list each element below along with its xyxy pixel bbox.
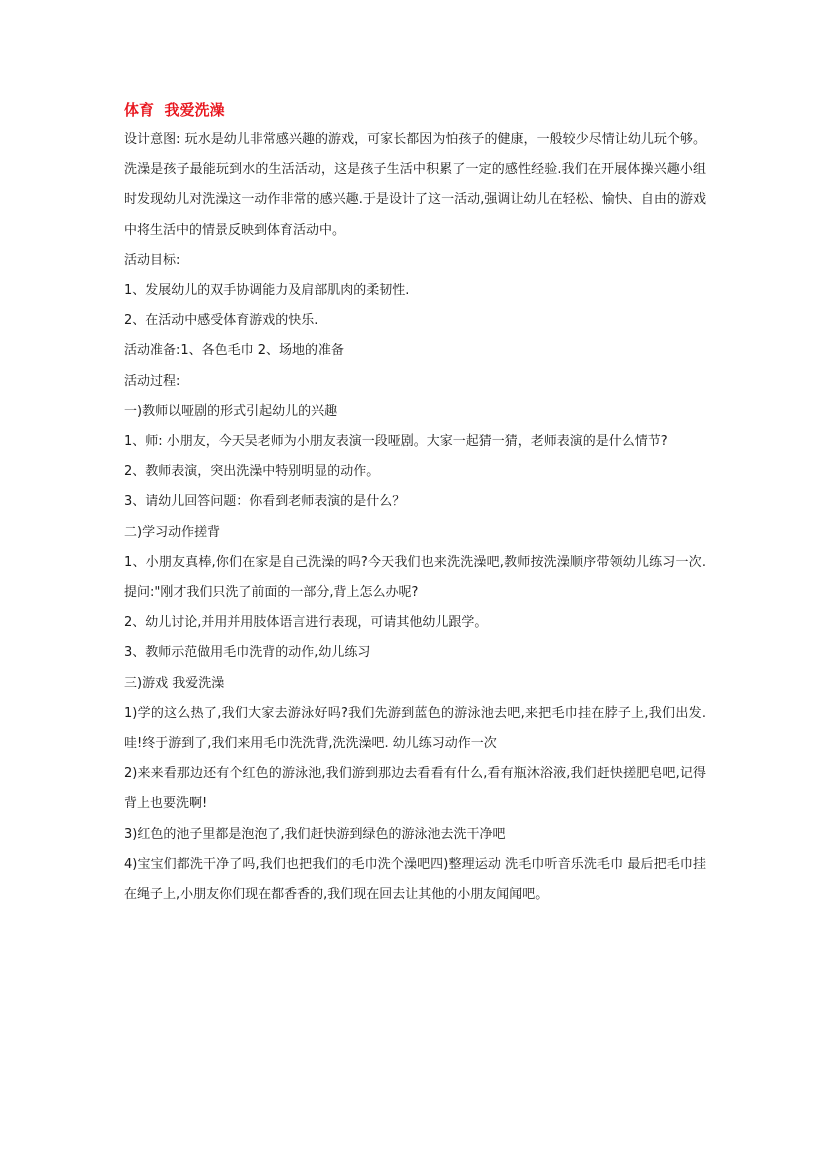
paragraph-goal-2: 2、在活动中感受体育游戏的快乐. [124, 313, 319, 329]
paragraph-section-2-step-1: 1、小朋友真棒,你们在家是自己洗澡的吗?今天我们也来洗洗澡吧,教师按洗澡顺序带领幼儿练习一次.提问:"刚才我们只洗了前面的一部分,背上怎么办呢? [124, 554, 706, 601]
document-title: 体育 我爱洗澡 [124, 101, 225, 119]
document-page [124, 100, 706, 910]
paragraph-section-2-step-3: 3、教师示范做用毛巾洗背的动作,幼儿练习 [124, 645, 371, 661]
paragraph-section-3-heading: 三)游戏 我爱洗澡 [124, 675, 225, 691]
paragraph-section-2-heading: 二)学习动作搓背 [124, 524, 221, 540]
paragraph-section-1-heading: 一)教师以哑剧的形式引起幼儿的兴趣 [124, 403, 338, 419]
paragraph-section-3-step-1: 1)学的这么热了,我们大家去游泳好吗?我们先游到蓝色的游泳池去吧,来把毛巾挂在脖子上,我们出发.哇!终于游到了,我们来用毛巾洗洗背,洗洗澡吧. 幼儿练习动作一次 [124, 705, 706, 752]
paragraph-preparation: 活动准备:1、各色毛巾 2、场地的准备 [124, 343, 345, 359]
paragraph-design-intent: 设计意图: 玩水是幼儿非常感兴趣的游戏，可家长都因为怕孩子的健康，一般较少尽情让幼儿玩个够。洗澡是孩子最能玩到水的生活活动，这是孩子生活中积累了一定的感性经验.我们在开展体操兴趣小组时发现幼儿对洗澡这一动作非常的感兴趣.于是设计了这一活动,强调让幼儿在轻松、愉快、自由的游戏中将生活中的情景反映到体育活动中。 [124, 132, 706, 238]
paragraph-goal-1: 1、发展幼儿的双手协调能力及肩部肌肉的柔韧性. [124, 283, 410, 299]
paragraph-goals-heading: 活动目标: [124, 252, 181, 268]
paragraph-section-3-step-3: 3)红色的池子里都是泡泡了,我们赶快游到绿色的游泳池去洗干净吧 [124, 826, 506, 842]
paragraph-section-1-step-2: 2、教师表演，突出洗澡中特别明显的动作。 [124, 464, 380, 480]
paragraph-process-heading: 活动过程: [124, 373, 181, 389]
paragraph-section-1-step-1: 1、师: 小朋友，今天吴老师为小朋友表演一段哑剧。大家一起猜一猜，老师表演的是什么情节? [124, 434, 668, 450]
paragraph-section-3-step-4: 4)宝宝们都洗干净了吗,我们也把我们的毛巾洗个澡吧四)整理运动 洗毛巾听音乐洗毛巾 最后把毛巾挂在绳子上,小朋友你们现在都香香的,我们现在回去让其他的小朋友闻闻吧。 [124, 856, 706, 903]
paragraph-section-3-step-2: 2)来来看那边还有个红色的游泳池,我们游到那边去看看有什么,看有瓶沐浴液,我们赶快搓肥皂吧,记得背上也要洗啊! [124, 766, 706, 812]
paragraph-section-2-step-2: 2、幼儿讨论,并用并用肢体语言进行表现，可请其他幼儿跟学。 [124, 615, 488, 631]
paragraph-section-1-step-3: 3、请幼儿回答问题：你看到老师表演的是什么？ [124, 494, 406, 510]
